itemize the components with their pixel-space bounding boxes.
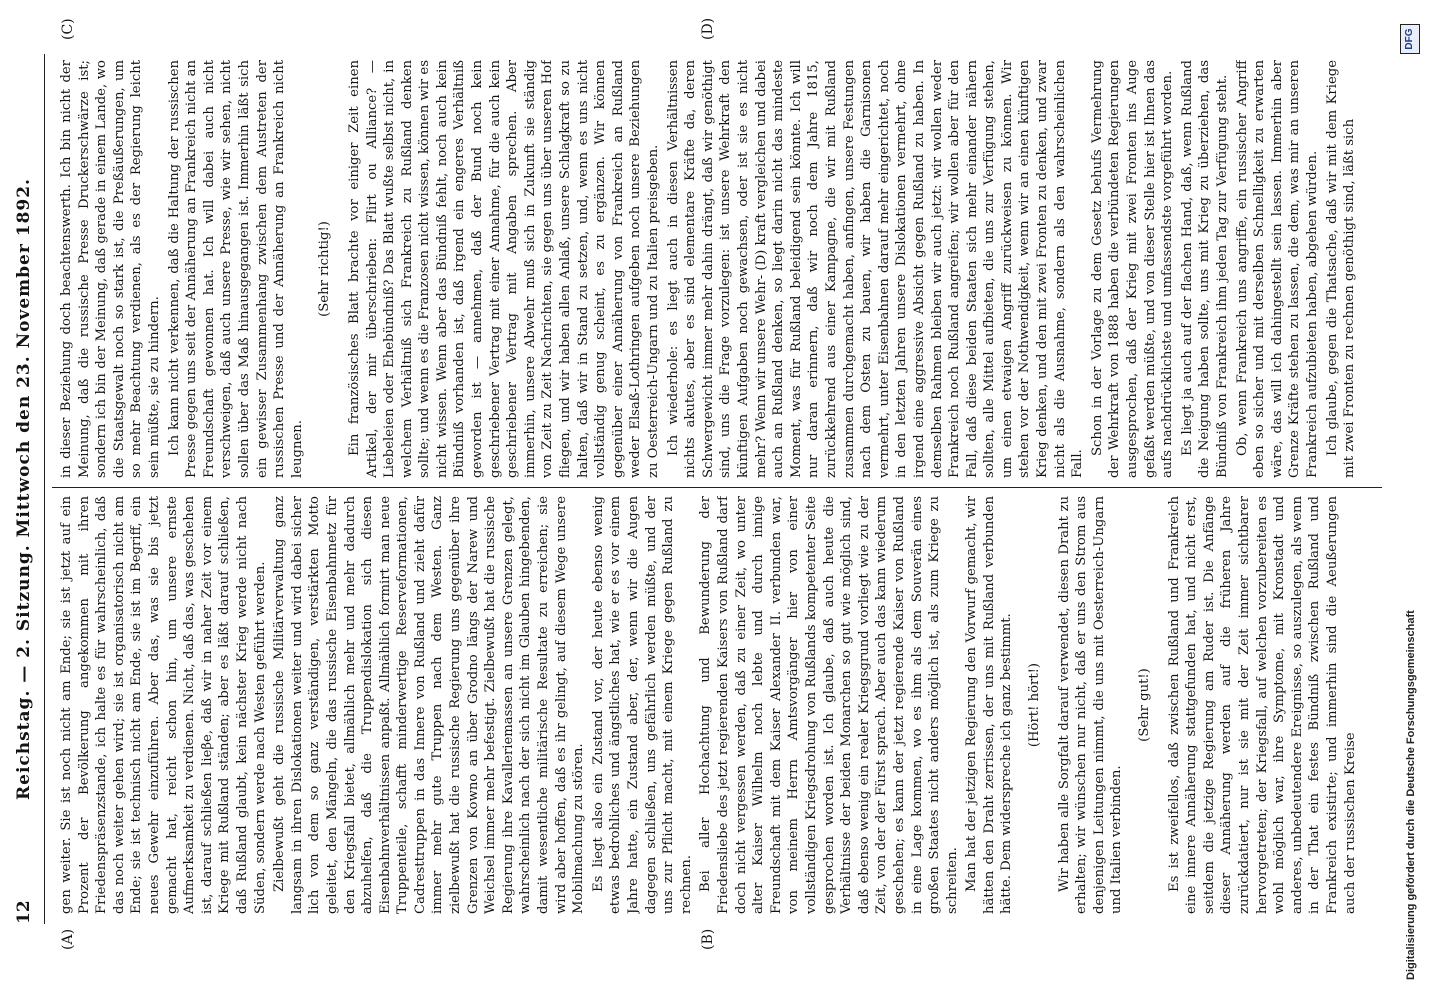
column-divider — [52, 487, 1382, 488]
margin-marker-a: (A) — [60, 928, 76, 950]
page-header — [8, 54, 46, 924]
paragraph: Wir haben alle Sorgfalt darauf verwendet, diesen Draht zu erhalten; wir wünschen nur nicht, daß er uns den Strom aus denjenigen Leitungen nimmt, die uns mit Oesterreich-Ungarn und Italien verbinden. — [1056, 496, 1125, 914]
paragraph: Bei aller Hochachtung und Bewunderung der Friedensliebe des jetzt regierenden Kaisers von Rußland darf doch nicht vergessen werden, daß zu einer Zeit, wo unter alter Kaiser Wilhelm noch lebte und durch innige Freundschaft mit dem Kaiser Alexander II. verbunden war, von meinem Herrn Amtsvorgänger hier von einer vollständigen Kriegsdrohung von Rußlands kompetenter Seite gesprochen worden ist. Ich glaube, daß auch heute die Verhältnisse der beiden Monarchen so gut wie möglich sind, daß ebenso wenig ein realer Kriegsgrund vorliegt wie zu der Zeit, von der der Fürst sprach. Aber auch das kann wiederum geschehen; es kann der jetzt regierende Kaiser von Rußland in eine Lage kommen, wo es ihm als dem Souverän eines großen Staates nicht anders möglich ist, als zum Kriege zu schreiten. — [698, 496, 960, 914]
digitization-credit: Digitalisierung gefördert durch die Deutsche Forschungsgemeinschaft — [1405, 610, 1417, 980]
paragraph: Es liegt also ein Zustand vor, der heute ebenso wenig etwas bedrohliches und ängstliches hat, wie er es vor einem Jahre hatte, ein Zustand aber, der, wenn wir die Augen dagegen schließen, uns gefährlich werden müßte, und der uns zur Pflicht macht, mit einem Kriege gegen Rußland zu rechnen. — [590, 496, 694, 914]
paragraph: Ob, wenn Frankreich uns angriffe, ein russischer Angriff eben so sicher und mit derselben Schnelligkeit zu erwarten wäre, das will ich dahingestellt sein lassen. Immerhin aber Grenze Kräfte stehen zu lassen, die dem, was mir an unseren Frankreich aufzubieten haben, abgehen würden. — [1234, 60, 1320, 478]
paragraph: Man hat der jetzigen Regierung den Vorwurf gemacht, wir hätten den Draht zerrissen, der uns mit Rußland verbunden hätte. Dem widerspreche ich ganz bestimmt. — [964, 496, 1015, 914]
paragraph: in dieser Beziehung doch beachtenswerth. Ich bin nicht der Meinung, daß die russische Presse Druckerschwärze ist; sondern ich bin der Meinung, daß gerade in einem Lande, wo die Staatsgewalt noch so stark ist, die Preßäußerungen, um so mehr Beachtung verdienen, als es der Regierung leicht sein müßte, sie zu hindern. — [59, 60, 162, 478]
paragraph: Zielbewußt geht die russische Militärverwaltung ganz langsam in ihren Dislokationen weiter und wird dabei sicher lich von dem so ganz verständigen, verstärkten Motto geleitet, den Mängeln, die das russische Eisenbahnnetz für den Kriegsfall bietet, allmählich mehr und mehr dadurch abzuhelfen, daß die Truppendislokation sich diesen Eisenbahnverhältnissen anpaßt. Allmählich formirt man neue Truppenteile, schafft minderwertige Reserveformationen, Cadresttruppen in das Innere von Rußland und zieht dafür immer mehr gute Truppen nach dem Westen. Ganz zielbewußt hat die russische Regierung uns gegenüber ihre Grenzen von Kowno an über Grodno längs der Narew und Weichsel immer mehr befestigt. Zielbewußt hat die russische Regierung ihre Kavalleriemassen an unsere Grenzen gelegt, wahrscheinlich nach der sich nicht im Glauben hingebenden, damit wesentliche militärische Resultate zu erreichen; sie wird aber hoffen, daß es ihr gelingt, auf diesem Wege unsere Mobilmachung zu stören. — [272, 496, 587, 914]
dfg-logo-icon: DFG — [1400, 24, 1420, 54]
margin-marker-b: (B) — [700, 928, 716, 950]
text-column-right — [58, 60, 1378, 478]
margin-marker-c: (C) — [60, 18, 76, 40]
text-column-left — [58, 496, 1378, 914]
page-title: Reichstag. — 2. Sitzung. Mittwoch den 23. November 1892. — [14, 178, 34, 800]
paragraph: Es liegt ja auch auf der flachen Hand, daß, wenn Rußland die Neigung haben sollte, uns mit Krieg zu überziehen, das Bündniß von Frankreich ihm jeden Tag zur Verfügung steht. — [1179, 60, 1230, 478]
interjection: (Sehr richtig!) — [317, 221, 333, 317]
paragraph: Schon in der Vorlage zu dem Gesetz behufs Vermehrung der Wehrkraft von 1888 haben die verbündeten Regierungen ausgesprochen, daß der Krieg mit zwei Fronten ins Auge gefaßt werden müßte, und von dieser Stelle hier ist Ihnen das aufs nachdrücklichste und umfassendste vorgeführt worden. — [1089, 60, 1176, 478]
page-number: 12 — [14, 900, 34, 924]
interjection: (Sehr gut!) — [1137, 668, 1153, 742]
paragraph: gen weiter. Sie ist noch nicht am Ende; sie ist jetzt auf ein Prozent der Bevölkerung angekommen mit ihren Friedenspräsenzstande, ich halte es für wahrscheinlich, daß das noch weiter gehen wird; sie ist organisatorisch nicht am Ende; sie ist technisch nicht am Ende, sie ist im Begriff, ein neues Gewehr einzuführen. Aber das, was sie bis jetzt gemacht hat, reicht schon hin, um unsere ernste Aufmerksamkeit zu verdienen. Nicht, daß das, was geschehen ist, darauf schließen lieβe, daß wir in naher Zeit vor einem Kriege mit Rußland ständen; aber es läßt darauf schließen, daß Rußland glaubt, kein nächster Krieg werde nicht nach Süden, sondern werde nach Westen geführt werden. — [59, 496, 268, 914]
paragraph: Ein französisches Blatt brachte vor einiger Zeit einen Artikel, der mir überschrieben: Flirt ou Alliance? — Liebeleien oder Ehebündniß? Das Blatt wußte selbst nicht, in welchem Verhältniß sich Frankreich zu Rußland denken sollte; und wenn es die Franzosen nicht wissen, können wir es nicht wissen. Wenn aber das Bündniß fehlt, noch auch kein Bündniß vorhanden ist, daß irgend ein engeres Verhältniß geworden ist — annehmen, daß der Bund noch kein geschriebener Vertrag mit einer Annahme, für die auch kein geschriebener Vertrag mit Angaben sprechen. Aber immerhin, unsere Abwehr muß sich in Zukunft sie ständig von Zeit zu Zeit Nachrichten, sie gegen uns über unseren Hof fliegen, und wir haben allen Anlaß, unsere Schlagkraft so zu halten, daß wir in Stand zu setzen, und, wenn es uns nicht vollständig genug scheint, es zu ergänzen. Wir können gegenüber einer Annäherung von Frankreich an Rußland weder Elsaß-Lothringen aufgeben noch unsere Beziehungen zu Oesterreich-Ungarn und zu Italien preisgeben. — [346, 60, 661, 478]
paragraph: Ich kann nicht verkennen, daß die Haltung der russischen Presse gegen uns seit der Annäherung an Frankreich nicht an Freundschaft gewonnen hat. Ich will dabei auch nicht verschweigen, daß auch unsere Presse, wie wir sehen, nicht sollen über das Maß hinausgegangen ist. Immerhin läßt sich ein gewisser Zusammenhang zwischen dem Austreten der russischen Presse und der Annäherung an Frankreich nicht leugnen. — [166, 60, 305, 478]
header-rule — [44, 54, 45, 924]
paragraph: Es ist zweifellos, daß zwischen Rußland und Frankreich eine innere Annäherung stattgefunden hat, und nicht erst, seitdem die jetzige Regierung am Ruder ist. Die Anfänge dieser Annäherung werden auf die früheren Jahre zurückdatiert, nur ist sie mit der Zeit immer sichtbarer hervorgetreten; der Kriegsfall, auf welchen vorzubereiten es wohl möglich war, ihre Symptome, mit Kronstadt und anderes, unbedeutendere Ereignisse, so auszulegen, als wenn in der That ein festes Bündniß zwischen Rußland und Frankreich existirte; und immerhin sind die Aeußerungen auch der russischen Kreise — [1166, 496, 1358, 914]
margin-marker-d: (D) — [700, 17, 716, 40]
paragraph: Ich wiederhole: es liegt auch in diesen Verhältnissen nichts akutes, aber es sind elementare Kräfte da, deren Schwergewicht immer mehr dahin drängt, daß wir genöthigt sind, uns die Frage vorzulegen: ist unsere Wehrkraft den künftigen Aufgaben noch gewachsen, oder ist sie es nicht mehr? Wenn wir unsere Wehr- (D) kraft vergleichen und dabei auch an Rußland denken, so liegt darin nicht das mindeste Moment, was für Rußland beleidigend sein könnte. Ich will nur daran erinnern, daß wir noch dem Jahre 1815, zurückkehrend aus einer Kampagne, die wir mit Rußland zusammen durchgemacht haben, anfingen, unsere Festungen nach dem Osten zu bauen, wir haben die Garnisonen vermehrt, unter Eisenbahnen darauf mehr eingerichtet, noch in den letzten Jahren unsere Dislokationen vermehrt, ohne irgend eine aggressive Absicht gegen Rußland zu haben. In demselben Rahmen bleiben wir auch jetzt: wir wollen weder Frankreich noch Rußland angreifen; wir wollen aber für den Fall, daß diese beiden Staaten sich mehr einander nähern sollten, alle Mittel aufbieten, die uns zur Verfügung stehen, um einen etwaigen Angriff zurückweisen zu können. Wir stehen vor der Nothwendigkeit, wenn wir an einen künftigen Krieg denken, und den mit zwei Fronten zu denken, und zwar nicht als die Ausnahme, sondern als den wahrscheinlichen Fall. — [665, 60, 1086, 478]
paragraph: Ich glaube, gegen die Thatsache, daß wir mit dem Kriege mit zwei Fronten zu rechnen genöthigt sind, läßt sich — [1324, 60, 1358, 478]
interjection: (Hört! hört!) — [1027, 662, 1043, 748]
